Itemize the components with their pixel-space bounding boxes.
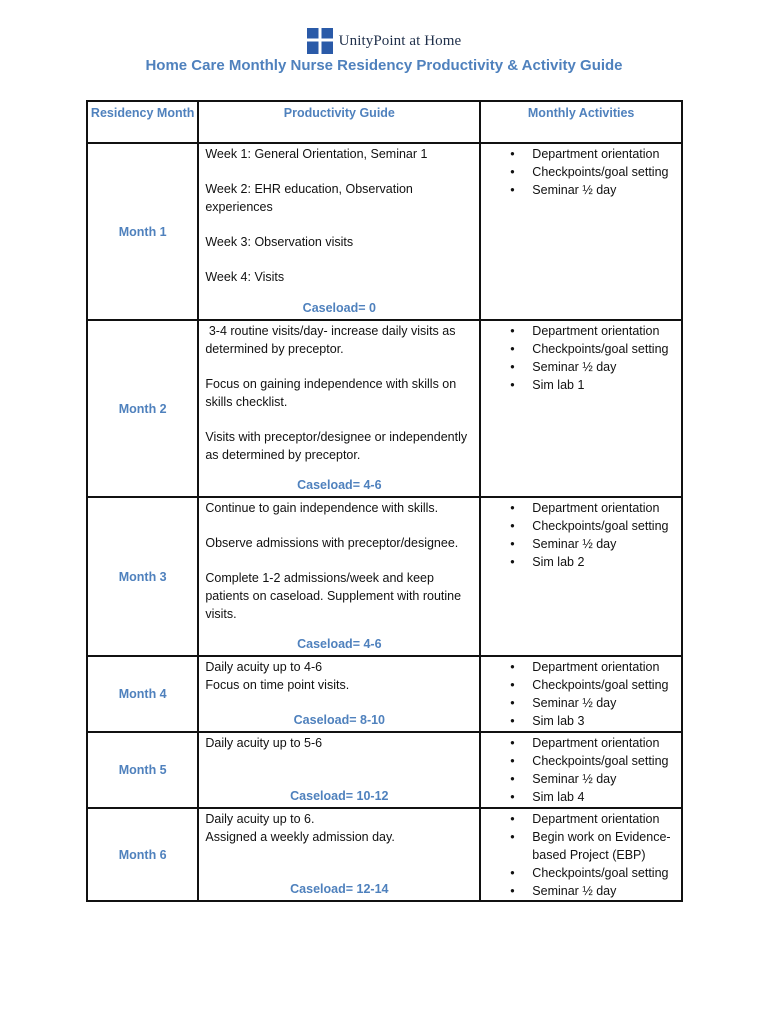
- list-item: • Checkpoints/goal setting: [485, 864, 677, 882]
- caseload-label: Caseload= 4-6: [297, 478, 382, 492]
- list-item: • Department orientation: [485, 322, 677, 340]
- guide-text: Focus on gaining independence with skills on skills checklist.: [205, 377, 457, 409]
- guide-text: Daily acuity up to 4-6: [205, 660, 323, 674]
- month-label: Month 1: [87, 143, 198, 320]
- table-header-row: [87, 101, 682, 143]
- table-row: [87, 732, 682, 808]
- activities-list: [485, 658, 677, 730]
- list-item: • Department orientation: [485, 499, 677, 517]
- monthly-activities-cell: [480, 320, 682, 497]
- activities-list: [485, 322, 677, 394]
- guide-text: Daily acuity up to 6.: [205, 812, 315, 826]
- productivity-guide-cell: [198, 656, 480, 732]
- month-label: Month 3: [87, 497, 198, 656]
- month-label: Month 5: [87, 732, 198, 808]
- table-row: [87, 497, 682, 656]
- list-item: • Seminar ½ day: [485, 882, 677, 900]
- list-item: • Checkpoints/goal setting: [485, 340, 677, 358]
- list-item: • Checkpoints/goal setting: [485, 752, 677, 770]
- monthly-activities-cell: [480, 497, 682, 656]
- header-residency-month: Residency Month: [87, 101, 198, 143]
- monthly-activities-cell: [480, 143, 682, 320]
- monthly-activities-cell: [480, 808, 682, 901]
- guide-text: Week 1: General Orientation, Seminar 1: [205, 147, 428, 161]
- cross-logo-icon: [307, 28, 333, 54]
- caseload-label: Caseload= 12-14: [290, 882, 389, 896]
- list-item: • Sim lab 4: [485, 788, 677, 806]
- guide-text: Week 4: Visits: [205, 270, 285, 284]
- guide-text: Complete 1-2 admissions/week and keep patients on caseload. Supplement with routine visits.: [205, 571, 462, 621]
- month-label: Month 6: [87, 808, 198, 901]
- list-item: • Seminar ½ day: [485, 770, 677, 788]
- list-item: • Seminar ½ day: [485, 358, 677, 376]
- monthly-activities-cell: [480, 732, 682, 808]
- table-row: [87, 808, 682, 901]
- list-item: • Seminar ½ day: [485, 535, 677, 553]
- header-productivity-guide: Productivity Guide: [198, 101, 480, 143]
- list-item: • Department orientation: [485, 658, 677, 676]
- list-item: • Sim lab 2: [485, 553, 677, 571]
- activities-list: [485, 499, 677, 571]
- productivity-guide-cell: [198, 320, 480, 497]
- guide-text: Week 3: Observation visits: [205, 235, 354, 249]
- list-item: • Checkpoints/goal setting: [485, 676, 677, 694]
- month-label: Month 2: [87, 320, 198, 497]
- productivity-guide-cell: [198, 497, 480, 656]
- list-item: • Department orientation: [485, 810, 677, 828]
- list-item: • Sim lab 1: [485, 376, 677, 394]
- productivity-guide-cell: [198, 808, 480, 901]
- page-title: Home Care Monthly Nurse Residency Productivity & Activity Guide: [145, 57, 623, 74]
- residency-guide-table: [86, 100, 683, 902]
- list-item: • Checkpoints/goal setting: [485, 517, 677, 535]
- guide-text: Visits with preceptor/designee or independently as determined by preceptor.: [205, 430, 468, 462]
- page-header: [0, 26, 768, 56]
- activities-list: [485, 810, 677, 900]
- caseload-label: Caseload= 4-6: [297, 637, 382, 651]
- guide-text: 3-4 routine visits/day- increase daily visits as determined by preceptor.: [205, 324, 459, 356]
- caseload-label: Caseload= 0: [302, 301, 376, 315]
- list-item: • Seminar ½ day: [485, 181, 677, 199]
- logo: [307, 28, 462, 54]
- header-monthly-activities: Monthly Activities: [480, 101, 682, 143]
- table-row: [87, 656, 682, 732]
- guide-text: Observe admissions with preceptor/designee.: [205, 536, 459, 550]
- list-item: • Checkpoints/goal setting: [485, 163, 677, 181]
- month-label: Month 4: [87, 656, 198, 732]
- productivity-guide-cell: [198, 143, 480, 320]
- productivity-guide-cell: [198, 732, 480, 808]
- logo-text: UnityPoint at Home: [338, 32, 462, 49]
- monthly-activities-cell: [480, 656, 682, 732]
- activities-list: [485, 734, 677, 806]
- table-row: [87, 143, 682, 320]
- table-row: [87, 320, 682, 497]
- guide-text: Continue to gain independence with skills.: [205, 501, 439, 515]
- list-item: • Department orientation: [485, 145, 677, 163]
- guide-text: Week 2: EHR education, Observation experiences: [205, 182, 413, 214]
- caseload-label: Caseload= 10-12: [290, 789, 389, 803]
- list-item: • Department orientation: [485, 734, 677, 752]
- caseload-label: Caseload= 8-10: [293, 713, 386, 727]
- list-item: • Sim lab 3: [485, 712, 677, 730]
- guide-text: Focus on time point visits.: [205, 678, 350, 692]
- activities-list: [485, 145, 677, 199]
- list-item: • Begin work on Evidence-based Project (EBP): [485, 828, 677, 864]
- guide-text: Daily acuity up to 5-6: [205, 736, 323, 750]
- list-item: • Seminar ½ day: [485, 694, 677, 712]
- guide-text: Assigned a weekly admission day.: [205, 830, 395, 844]
